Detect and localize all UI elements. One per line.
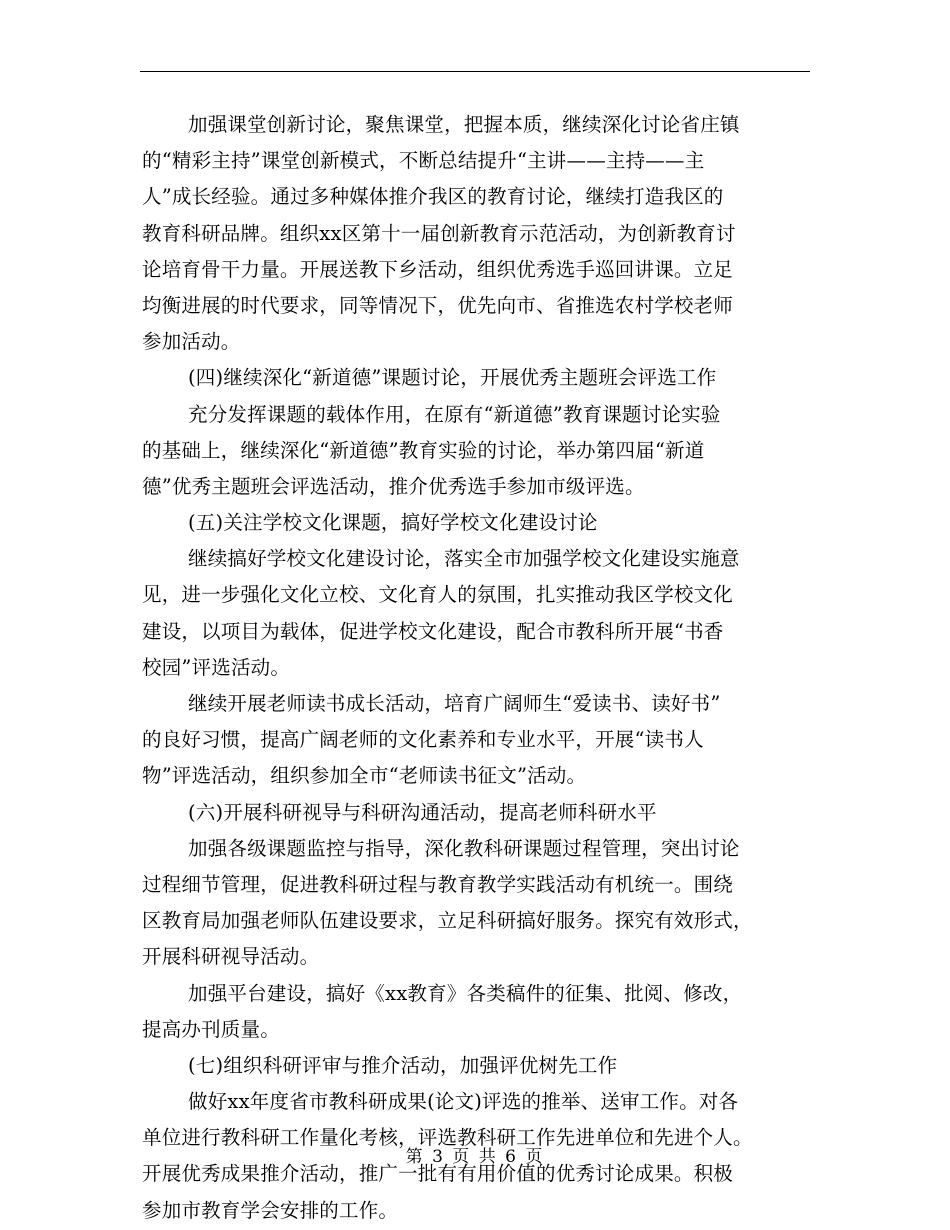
text-line: 开展优秀成果推介活动，推广一批有有用价值的优秀讨论成果。积极 bbox=[142, 1162, 734, 1186]
text-line: 区教育局加强老师队伍建设要求，立足科研搞好服务。探究有效形式， bbox=[142, 909, 753, 933]
document-body bbox=[142, 107, 810, 1229]
text-line: 加强各级课题监控与指导，深化教科研课题过程管理，突出讨论 bbox=[188, 836, 740, 860]
text-line: 均衡进展的时代要求，同等情况下，优先向市、省推选农村学校老师 bbox=[142, 293, 734, 317]
text-line: 加强课堂创新讨论，聚焦课堂，把握本质，继续深化讨论省庄镇 bbox=[188, 113, 740, 136]
text-line: 提高办刊质量。 bbox=[142, 1017, 280, 1041]
text-line: 继续搞好学校文化建设讨论，落实全市加强学校文化建设实施意 bbox=[188, 547, 740, 571]
text-line: 教育科研品牌。组织xx区第十一届创新教育示范活动，为创新教育讨 bbox=[142, 221, 736, 245]
text-line: 的良好习惯，提高广阔老师的文化素养和专业水平，开展“读书人 bbox=[142, 728, 704, 752]
text-line: (四)继续深化“新道德”课题讨论，开展优秀主题班会评选工作 bbox=[188, 366, 717, 390]
text-line: 做好xx年度省市教科研成果(论文)评选的推举、送审工作。对各 bbox=[188, 1090, 739, 1114]
text-line: 物”评选活动，组织参加全市“老师读书征文”活动。 bbox=[142, 764, 587, 788]
text-line: 校园”评选活动。 bbox=[142, 655, 291, 679]
text-line: 单位进行教科研工作量化考核，评选教科研工作先进单位和先进个人。 bbox=[142, 1126, 753, 1150]
text-line: 见，进一步强化文化立校、文化育人的氛围，扎实推动我区学校文化 bbox=[142, 583, 734, 607]
text-line: 开展科研视导活动。 bbox=[142, 945, 320, 969]
header-rule bbox=[140, 71, 810, 72]
text-line: 德”优秀主题班会评选活动，推介优秀选手参加市级评选。 bbox=[142, 474, 645, 498]
text-line: (七)组织科研评审与推介活动，加强评优树先工作 bbox=[188, 1053, 618, 1077]
text-line: 的“精彩主持”课堂创新模式，不断总结提升“主讲——主持——主 bbox=[142, 149, 705, 173]
text-line: 参加市教育学会安排的工作。 bbox=[142, 1198, 399, 1222]
text-line: 参加活动。 bbox=[142, 330, 241, 354]
text-line: 的基础上，继续深化“新道德”教育实验的讨论，举办第四届“新道 bbox=[142, 438, 705, 462]
text-line: 加强平台建设，搞好《xx教育》各类稿件的征集、批阅、修改， bbox=[188, 981, 743, 1005]
text-line: 人”成长经验。通过多种媒体推介我区的教育讨论，继续打造我区的 bbox=[142, 185, 724, 209]
page-footer: 第 3 页 共 6 页 bbox=[405, 1147, 545, 1167]
text-line: 充分发挥课题的载体作用，在原有“新道德”教育课题讨论实验 bbox=[188, 402, 721, 426]
text-line: 论培育骨干力量。开展送教下乡活动，组织优秀选手巡回讲课。立足 bbox=[142, 257, 734, 281]
text-line: 建设，以项目为载体，促进学校文化建设，配合市教科所开展“书香 bbox=[142, 619, 724, 643]
text-line: (五)关注学校文化课题，搞好学校文化建设讨论 bbox=[188, 511, 598, 535]
text-line: 过程细节管理，促进教科研过程与教育教学实践活动有机统一。围绕 bbox=[142, 872, 734, 896]
text-line: 继续开展老师读书成长活动，培育广阔师生“爱读书、读好书” bbox=[188, 692, 721, 715]
text-line: (六)开展科研视导与科研沟通活动，提高老师科研水平 bbox=[188, 800, 657, 824]
